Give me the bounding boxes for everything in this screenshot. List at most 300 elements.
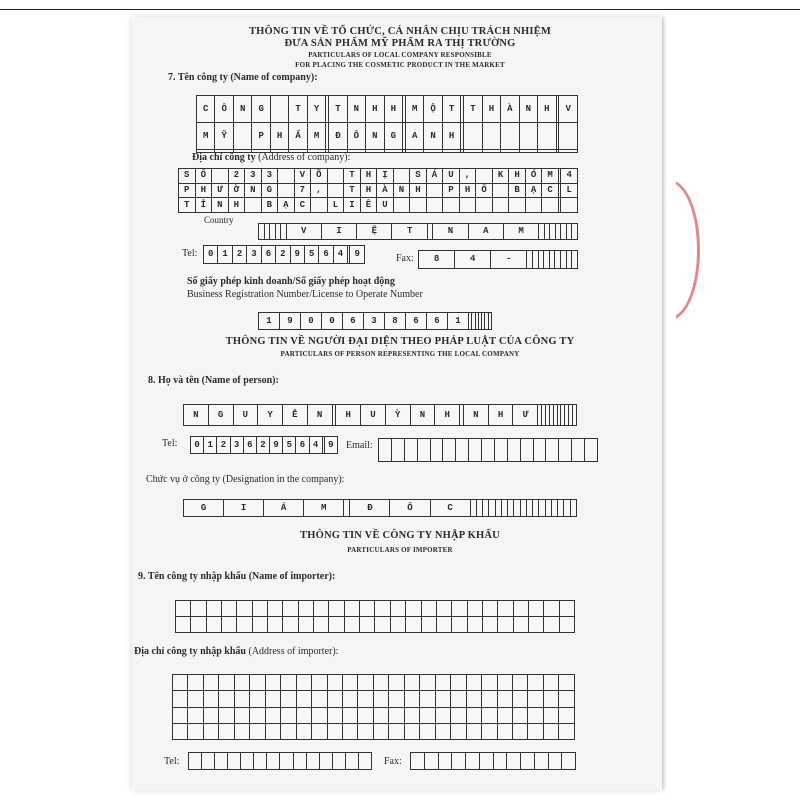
importer-address-grid[interactable] [172,674,575,740]
designation-grid[interactable] [183,499,577,517]
char-cell[interactable] [543,675,558,691]
char-cell[interactable]: A [468,224,503,240]
char-cell[interactable] [559,675,575,691]
char-cell[interactable] [488,313,491,330]
char-cell[interactable]: À [377,183,394,198]
char-cell[interactable]: À [501,96,519,123]
char-cell[interactable] [327,169,344,184]
char-cell[interactable]: Ỳ [385,405,410,426]
char-cell[interactable] [451,707,466,723]
char-cell[interactable]: V [559,96,578,123]
char-cell[interactable] [358,707,373,723]
char-cell[interactable] [268,617,283,633]
char-cell[interactable] [268,601,283,617]
char-cell[interactable]: Ê [360,198,377,213]
char-cell[interactable] [452,617,467,633]
char-cell[interactable] [436,617,451,633]
char-cell[interactable]: G [208,405,233,426]
char-cell[interactable] [319,753,332,770]
char-cell[interactable] [390,601,405,617]
char-cell[interactable] [327,691,342,707]
char-cell[interactable]: 4 [309,437,322,454]
char-cell[interactable]: N [366,123,384,150]
char-cell[interactable] [267,753,280,770]
char-cell[interactable]: C [294,198,311,213]
char-cell[interactable] [559,439,572,462]
char-cell[interactable]: N [307,405,332,426]
char-cell[interactable] [265,691,280,707]
char-cell[interactable]: U [377,198,394,213]
char-cell[interactable] [519,150,537,153]
char-cell[interactable]: Ư [212,183,229,198]
char-cell[interactable] [389,691,404,707]
char-cell[interactable] [176,617,191,633]
char-cell[interactable]: G [384,123,402,150]
char-cell[interactable] [559,691,575,707]
char-cell[interactable] [538,123,556,150]
char-cell[interactable] [391,439,404,462]
char-cell[interactable] [404,723,419,739]
char-cell[interactable]: Đ [329,123,347,150]
char-cell[interactable] [559,150,578,153]
char-cell[interactable] [528,617,543,633]
char-cell[interactable] [278,169,295,184]
char-cell[interactable]: H [488,405,513,426]
char-cell[interactable] [278,183,295,198]
char-cell[interactable]: 3 [230,437,243,454]
char-cell[interactable]: T [289,96,307,123]
char-cell[interactable] [237,601,252,617]
char-cell[interactable] [528,601,543,617]
char-cell[interactable]: 3 [247,246,261,264]
char-cell[interactable] [296,723,311,739]
char-cell[interactable]: K [492,169,509,184]
char-cell[interactable]: 9 [270,437,283,454]
char-cell[interactable]: 4 [561,169,578,184]
char-cell[interactable]: V [294,169,311,184]
char-cell[interactable] [559,617,574,633]
char-cell[interactable] [191,601,206,617]
char-cell[interactable] [452,601,467,617]
char-cell[interactable] [570,500,576,517]
char-cell[interactable] [393,169,410,184]
char-cell[interactable]: T [392,224,427,240]
char-cell[interactable]: 6 [243,437,256,454]
char-cell[interactable] [443,198,460,213]
char-cell[interactable] [173,707,188,723]
char-cell[interactable] [281,675,296,691]
char-cell[interactable]: Ô [347,123,365,150]
person-name-grid[interactable] [183,404,577,426]
char-cell[interactable] [420,723,435,739]
char-cell[interactable] [373,675,388,691]
char-cell[interactable] [435,675,450,691]
char-cell[interactable] [430,439,443,462]
char-cell[interactable] [373,691,388,707]
char-cell[interactable] [306,753,319,770]
char-cell[interactable] [327,675,342,691]
char-cell[interactable] [548,753,562,770]
char-cell[interactable] [329,601,344,617]
char-cell[interactable]: U [443,169,460,184]
char-cell[interactable] [390,617,405,633]
person-tel-grid[interactable] [190,436,338,454]
char-cell[interactable]: 1 [218,246,232,264]
char-cell[interactable]: Á [426,169,443,184]
char-cell[interactable]: S [410,169,427,184]
char-cell[interactable]: M [542,169,559,184]
char-cell[interactable] [559,123,578,150]
char-cell[interactable]: 3 [261,169,278,184]
char-cell[interactable] [234,691,249,707]
char-cell[interactable] [250,723,265,739]
char-cell[interactable] [482,723,497,739]
char-cell[interactable]: U [233,405,258,426]
char-cell[interactable]: T [344,169,361,184]
company-tel-grid[interactable] [203,245,365,264]
char-cell[interactable]: 1 [259,313,280,330]
char-cell[interactable] [237,617,252,633]
char-cell[interactable] [543,723,558,739]
char-cell[interactable]: H [384,96,402,123]
char-cell[interactable] [389,707,404,723]
char-cell[interactable]: C [197,96,215,123]
char-cell[interactable]: 6 [319,246,333,264]
char-cell[interactable]: H [195,183,212,198]
char-cell[interactable] [233,123,251,150]
char-cell[interactable] [345,753,358,770]
char-cell[interactable] [332,753,345,770]
char-cell[interactable] [482,150,500,153]
char-cell[interactable] [373,707,388,723]
char-cell[interactable] [442,150,460,153]
char-cell[interactable] [358,723,373,739]
char-cell[interactable]: 2 [228,169,245,184]
char-cell[interactable]: I [344,198,361,213]
char-cell[interactable] [443,439,456,462]
char-cell[interactable] [327,723,342,739]
char-cell[interactable] [189,753,202,770]
char-cell[interactable] [254,753,267,770]
char-cell[interactable] [572,224,578,240]
char-cell[interactable]: 0 [322,313,343,330]
char-cell[interactable]: N [245,183,262,198]
char-cell[interactable] [405,150,423,153]
char-cell[interactable] [344,617,359,633]
char-cell[interactable] [311,198,328,213]
char-cell[interactable] [358,753,371,770]
char-cell[interactable] [559,707,575,723]
char-cell[interactable] [538,150,556,153]
char-cell[interactable]: H [366,96,384,123]
char-cell[interactable] [507,753,521,770]
char-cell[interactable] [561,198,578,213]
char-cell[interactable] [482,601,497,617]
char-cell[interactable] [493,753,507,770]
char-cell[interactable] [314,601,329,617]
char-cell[interactable] [202,753,215,770]
char-cell[interactable] [296,675,311,691]
char-cell[interactable] [327,707,342,723]
char-cell[interactable] [464,150,482,153]
char-cell[interactable] [501,123,519,150]
char-cell[interactable]: Ị [377,169,394,184]
char-cell[interactable]: H [270,123,288,150]
char-cell[interactable] [265,675,280,691]
char-cell[interactable]: N [410,405,435,426]
char-cell[interactable] [250,707,265,723]
char-cell[interactable] [281,723,296,739]
char-cell[interactable]: 3 [245,169,262,184]
company-address-grid[interactable] [178,168,578,213]
char-cell[interactable] [420,691,435,707]
char-cell[interactable]: I [224,500,264,517]
char-cell[interactable] [544,601,559,617]
char-cell[interactable]: N [212,198,229,213]
char-cell[interactable]: 2 [232,246,246,264]
char-cell[interactable] [519,123,537,150]
char-cell[interactable] [188,691,203,707]
license-grid[interactable] [258,312,492,330]
char-cell[interactable]: H [336,405,361,426]
char-cell[interactable] [466,753,480,770]
char-cell[interactable] [507,439,520,462]
char-cell[interactable]: L [561,183,578,198]
char-cell[interactable]: N [393,183,410,198]
char-cell[interactable]: T [442,96,460,123]
char-cell[interactable] [389,675,404,691]
char-cell[interactable] [312,675,327,691]
char-cell[interactable] [476,198,493,213]
char-cell[interactable]: 4 [333,246,347,264]
char-cell[interactable] [188,675,203,691]
char-cell[interactable] [482,707,497,723]
char-cell[interactable]: C [542,183,559,198]
char-cell[interactable] [521,753,535,770]
char-cell[interactable] [464,123,482,150]
char-cell[interactable] [215,753,228,770]
char-cell[interactable] [572,439,585,462]
char-cell[interactable] [280,753,293,770]
char-cell[interactable] [494,439,507,462]
char-cell[interactable] [252,601,267,617]
company-fax-grid[interactable] [418,250,578,269]
char-cell[interactable] [417,439,430,462]
char-cell[interactable] [421,617,436,633]
char-cell[interactable]: Ễ [283,405,308,426]
char-cell[interactable] [452,753,466,770]
char-cell[interactable]: H [228,198,245,213]
char-cell[interactable]: G [252,96,270,123]
char-cell[interactable] [512,691,527,707]
char-cell[interactable] [265,723,280,739]
char-cell[interactable] [501,150,519,153]
char-cell[interactable]: Ô [215,96,233,123]
char-cell[interactable]: Ờ [228,183,245,198]
char-cell[interactable]: 8 [385,313,406,330]
char-cell[interactable] [512,723,527,739]
char-cell[interactable] [173,675,188,691]
char-cell[interactable] [497,723,512,739]
char-cell[interactable] [173,723,188,739]
char-cell[interactable]: 2 [217,437,230,454]
char-cell[interactable] [520,439,533,462]
char-cell[interactable]: - [491,251,527,269]
char-cell[interactable] [404,707,419,723]
char-cell[interactable] [479,753,493,770]
char-cell[interactable] [436,601,451,617]
char-cell[interactable] [528,675,543,691]
char-cell[interactable] [512,707,527,723]
char-cell[interactable]: H [442,123,460,150]
char-cell[interactable] [360,601,375,617]
char-cell[interactable] [482,617,497,633]
char-cell[interactable] [546,439,559,462]
char-cell[interactable]: N [233,96,251,123]
char-cell[interactable] [379,439,392,462]
char-cell[interactable] [245,198,262,213]
char-cell[interactable] [411,753,425,770]
char-cell[interactable] [373,723,388,739]
char-cell[interactable]: M [304,500,344,517]
char-cell[interactable]: V [286,224,321,240]
char-cell[interactable] [191,617,206,633]
char-cell[interactable] [528,723,543,739]
char-cell[interactable] [466,691,481,707]
char-cell[interactable] [222,601,237,617]
char-cell[interactable] [482,675,497,691]
char-cell[interactable] [559,723,575,739]
char-cell[interactable] [509,198,526,213]
char-cell[interactable] [421,601,436,617]
char-cell[interactable]: M [197,123,215,150]
char-cell[interactable] [404,675,419,691]
char-cell[interactable]: H [360,183,377,198]
char-cell[interactable]: P [179,183,196,198]
char-cell[interactable] [498,601,513,617]
char-cell[interactable] [406,601,421,617]
char-cell[interactable]: H [538,96,556,123]
char-cell[interactable]: 5 [304,246,318,264]
char-cell[interactable] [228,753,241,770]
char-cell[interactable] [469,439,482,462]
char-cell[interactable]: H [435,405,460,426]
char-cell[interactable]: U [361,405,386,426]
char-cell[interactable]: G [184,500,224,517]
char-cell[interactable] [420,675,435,691]
char-cell[interactable] [250,675,265,691]
char-cell[interactable] [482,123,500,150]
char-cell[interactable] [298,601,313,617]
char-cell[interactable] [497,691,512,707]
char-cell[interactable] [498,617,513,633]
char-cell[interactable]: H [509,169,526,184]
char-cell[interactable] [342,675,357,691]
char-cell[interactable] [358,691,373,707]
char-cell[interactable] [497,675,512,691]
char-cell[interactable]: B [261,198,278,213]
char-cell[interactable] [543,707,558,723]
char-cell[interactable] [176,601,191,617]
char-cell[interactable]: N [463,405,488,426]
char-cell[interactable]: 3 [364,313,385,330]
char-cell[interactable]: Ố [195,169,212,184]
char-cell[interactable] [404,439,417,462]
char-cell[interactable] [406,617,421,633]
char-cell[interactable]: Ố [476,183,493,198]
char-cell[interactable]: G [261,183,278,198]
char-cell[interactable]: P [443,183,460,198]
char-cell[interactable] [512,675,527,691]
char-cell[interactable] [525,198,542,213]
char-cell[interactable] [203,707,218,723]
char-cell[interactable] [293,753,306,770]
char-cell[interactable]: Y [258,405,283,426]
char-cell[interactable]: P [252,123,270,150]
char-cell[interactable] [543,691,558,707]
char-cell[interactable]: Ỹ [215,123,233,150]
char-cell[interactable] [283,617,298,633]
char-cell[interactable] [534,753,548,770]
char-cell[interactable]: Y [307,96,325,123]
char-cell[interactable]: 2 [276,246,290,264]
char-cell[interactable]: H [410,183,427,198]
char-cell[interactable] [342,691,357,707]
char-cell[interactable] [327,183,344,198]
char-cell[interactable]: H [459,183,476,198]
char-cell[interactable] [296,707,311,723]
char-cell[interactable] [265,707,280,723]
char-cell[interactable] [270,96,288,123]
char-cell[interactable] [342,707,357,723]
char-cell[interactable] [296,691,311,707]
char-cell[interactable] [219,707,234,723]
char-cell[interactable] [451,675,466,691]
char-cell[interactable] [312,707,327,723]
char-cell[interactable] [344,601,359,617]
char-cell[interactable] [451,691,466,707]
char-cell[interactable] [203,691,218,707]
char-cell[interactable] [497,707,512,723]
char-cell[interactable] [533,439,546,462]
char-cell[interactable]: M [307,123,325,150]
char-cell[interactable]: 0 [204,246,218,264]
char-cell[interactable]: H [360,169,377,184]
char-cell[interactable]: 9 [324,437,337,454]
char-cell[interactable]: N [184,405,209,426]
char-cell[interactable]: , [311,183,328,198]
char-cell[interactable] [492,198,509,213]
char-cell[interactable]: 6 [406,313,427,330]
char-cell[interactable]: T [329,96,347,123]
char-cell[interactable]: M [503,224,538,240]
char-cell[interactable] [222,617,237,633]
char-cell[interactable] [281,691,296,707]
char-cell[interactable] [404,691,419,707]
char-cell[interactable] [298,617,313,633]
char-cell[interactable] [366,150,384,153]
char-cell[interactable] [426,198,443,213]
char-cell[interactable]: Ẩ [289,123,307,150]
char-cell[interactable] [188,707,203,723]
char-cell[interactable] [467,601,482,617]
char-cell[interactable] [203,675,218,691]
char-cell[interactable]: , [459,169,476,184]
char-cell[interactable] [219,691,234,707]
char-cell[interactable]: A [405,123,423,150]
char-cell[interactable] [435,691,450,707]
char-cell[interactable] [393,198,410,213]
